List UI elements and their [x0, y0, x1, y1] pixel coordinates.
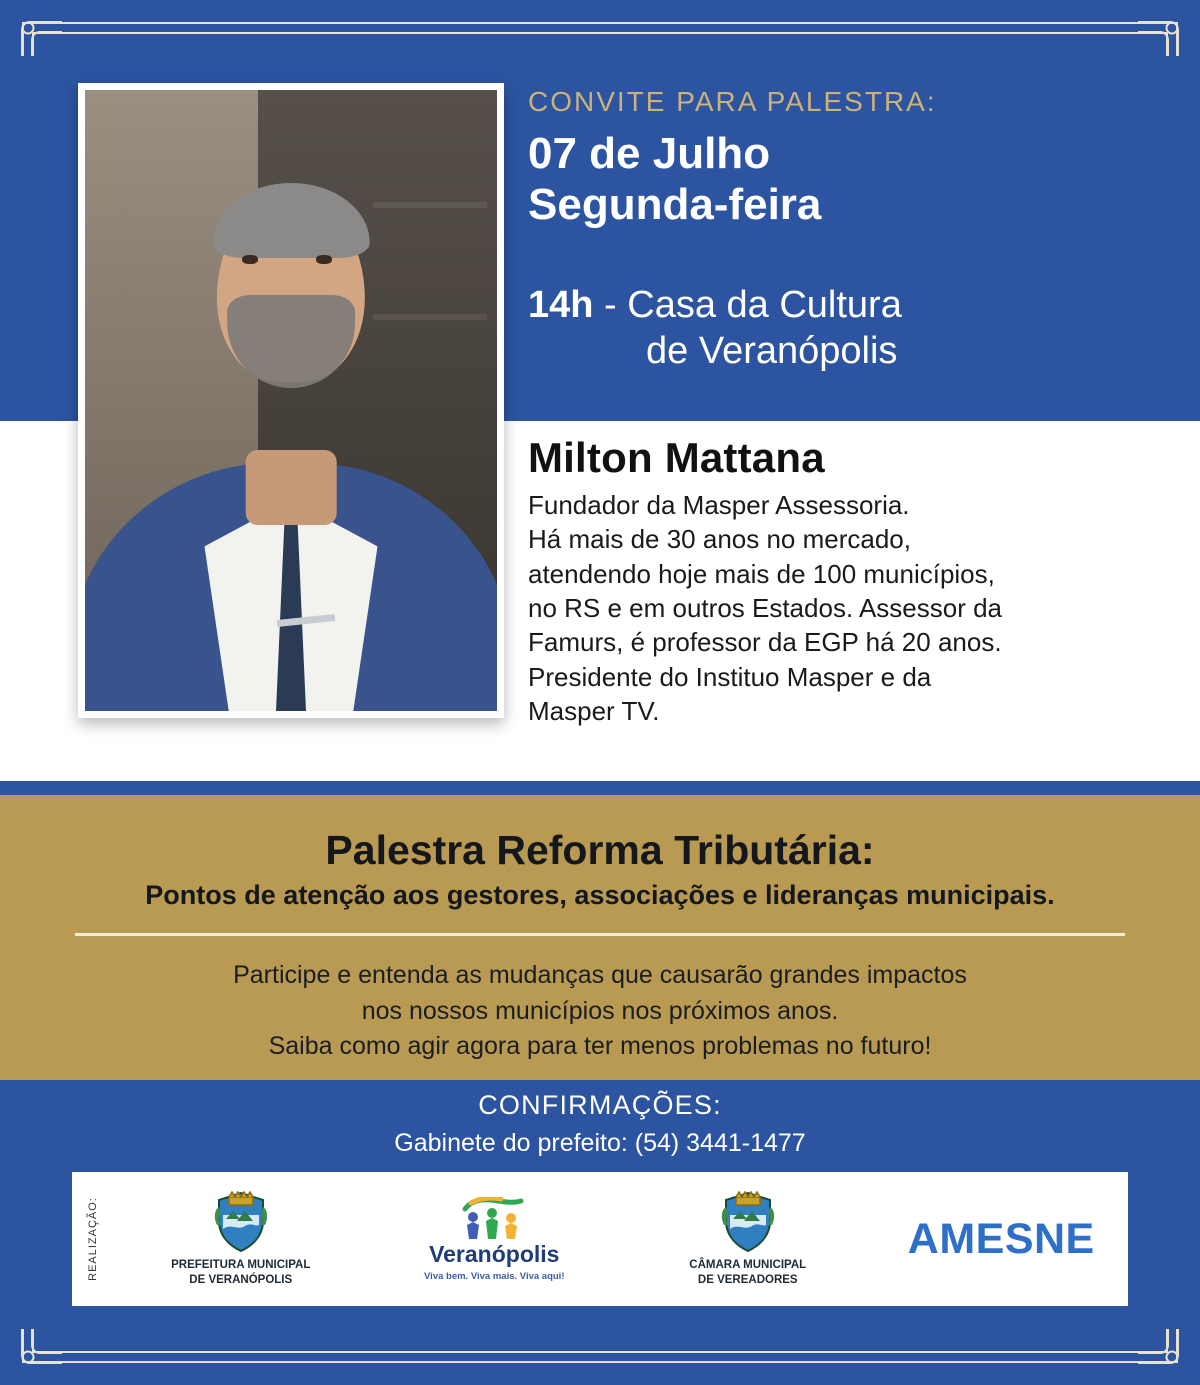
photo-eye-right [316, 255, 332, 265]
event-date-day: 07 de Julho [528, 129, 771, 178]
event-date-weekday: Segunda-feira [528, 180, 822, 230]
talk-description-line: Saiba como agir agora para ter menos problemas no futuro! [268, 1032, 932, 1060]
talk-description [0, 958, 1200, 1065]
sponsor-logos-strip [72, 1172, 1128, 1306]
logo-tagline: Viva bem. Viva mais. Viva aqui! [424, 1270, 565, 1282]
photo-eye-left [242, 255, 258, 265]
talk-divider [75, 933, 1125, 936]
realizacao-label [72, 1172, 114, 1306]
confirmations-title: CONFIRMAÇÕES: [478, 1090, 722, 1120]
realizacao-label-text: REALIZAÇÃO: [87, 1197, 99, 1281]
logo-caption-line1: CÂMARA MUNICIPAL [689, 1259, 807, 1272]
talk-title: Palestra Reforma Tributária: [325, 827, 875, 873]
speaker-bio-line: Há mais de 30 anos no mercado, [528, 524, 911, 555]
talk-description-line: Participe e entenda as mudanças que causarão grandes impactos [233, 961, 967, 989]
event-time-venue [528, 282, 1128, 375]
event-venue-line2: de Veranópolis [646, 330, 898, 373]
logo-caption [171, 1258, 310, 1287]
event-datetime [528, 86, 1128, 375]
people-figures-icon [451, 1197, 537, 1241]
speaker-bio-line: atendendo hoje mais de 100 municípios, [528, 558, 995, 589]
speaker-bio-line: Masper TV. [528, 695, 660, 726]
invitation-kicker: CONVITE PARA PALESTRA: [528, 86, 937, 117]
logo-camara-municipal-vereadores [621, 1172, 875, 1306]
band-separator [0, 781, 1200, 795]
logo-caption [689, 1258, 806, 1287]
talk-details [0, 795, 1200, 1065]
confirmations-phone[interactable]: Gabinete do prefeito: (54) 3441-1477 [394, 1129, 806, 1157]
photo-neck [246, 450, 337, 525]
logo-prefeitura-municipal-veranopolis [114, 1172, 368, 1306]
logo-caption-line1: PREFEITURA MUNICIPAL [171, 1259, 311, 1272]
speaker-info [528, 434, 1148, 728]
talk-description-line: nos nossos municípios nos próximos anos. [361, 996, 839, 1025]
event-time: 14h [528, 284, 594, 327]
logo-wordmark: AMESNE [907, 1214, 1095, 1263]
speaker-bio [528, 488, 1148, 728]
logo-caption-line2: DE VEREADORES [697, 1273, 798, 1286]
speaker-photo [85, 90, 497, 711]
speaker-name: Milton Mattana [528, 434, 825, 481]
speaker-bio-line: no RS e em outros Estados. Assessor da [528, 592, 1003, 623]
talk-subtitle: Pontos de atenção aos gestores, associações e lideranças municipais. [145, 880, 1055, 910]
speaker-bio-line: Presidente do Instituo Masper e da [528, 661, 932, 692]
speaker-bio-line: Famurs, é professor da EGP há 20 anos. [528, 627, 1002, 658]
logo-amesne [875, 1172, 1129, 1306]
speaker-bio-line: Fundador da Masper Assessoria. [528, 490, 910, 520]
logo-wordmark: Veranópolis [429, 1240, 560, 1267]
logo-veranopolis-brand [368, 1172, 622, 1306]
event-date [528, 128, 1128, 230]
coat-of-arms-icon [213, 1191, 269, 1253]
confirmations [0, 1090, 1200, 1158]
logo-caption-line2: DE VERANÓPOLIS [189, 1273, 293, 1286]
coat-of-arms-icon [720, 1191, 776, 1253]
event-venue-line1: - Casa da Cultura [604, 284, 902, 327]
speaker-photo-frame [78, 83, 504, 718]
